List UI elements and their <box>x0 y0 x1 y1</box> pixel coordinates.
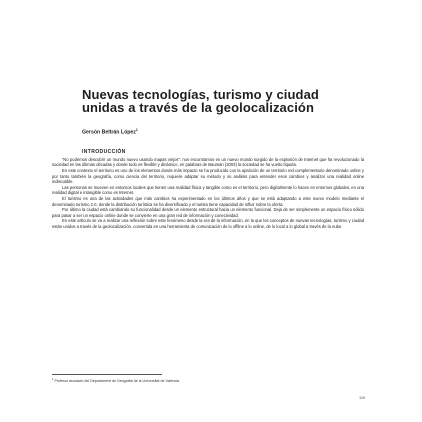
author-name: Gersón Beltrán López <box>82 129 136 136</box>
body-paragraph-5: Por último la ciudad está cambiando su funcionalidad desde un elemento estructural hacia un elemento funcional. Deja de ser simplemente un espacio físico sólido para pasar a ser un espacio online donde se convierte en una gran red de información y conectividad. <box>52 207 364 218</box>
section-heading: INTRODUCCIÓN <box>82 149 126 155</box>
footnote <box>52 378 372 383</box>
body-paragraph-1: “No podemos descubrir un mundo nuevo usando mapas viejos”: nos encontramos en un nuevo mundo surgido de la explosión de Internet que ha revolucionado la sociedad en las últimas décadas y donde todo es flexible y dinámico, en palabras de Bauman (2003) la sociedad se ha vuelto líquida. <box>52 157 364 168</box>
footnote-divider <box>52 374 162 375</box>
footnote-text: Profesor asociado del Departament de Geografia de la Universitat de València. <box>54 379 181 384</box>
body-paragraph-2: En este contexto el territorio es uno de los elementos donde más impacto se ha producido con la aparición de un territorio red complementario denominado online y por tanto también la geografía, como ciencia del territorio, requiere adaptar su método y su análisis para entender esos cambios y analizar una realidad online indiscutible. <box>52 168 364 185</box>
body-paragraph-4: El turismo es una de las actividades que más cambios ha experimentado en los últimos años y que se está adaptando a este nuevo modelo mediante el denominado turismo 2.0, donde la distribución turística se ha diversificado y el turista tiene capacidad de influir sobre la oferta. <box>52 196 364 207</box>
author-line <box>82 128 138 136</box>
body-paragraph-3: Las personas se mueven en entornos locales que tienen una realidad física y tangible como es el territorio, pero digitalmente lo hacen en entornos globales, en una realidad digital e intangible como es Internet. <box>52 184 364 196</box>
page-number: 119 <box>359 396 366 400</box>
body-paragraph-6: En este artículo se va a realizar una reflexión sobre este fenómeno desde la era de la información, en la que los conceptos de nuevas tecnologías, turismo y ciudad están unidos a través de la geolocalización, convertida en una herramienta de comunicación de lo offline a lo online, de lo local a lo global a través de la nube. <box>52 218 364 229</box>
author-footnote-mark: 1 <box>135 128 138 132</box>
article-title <box>82 88 382 114</box>
footnote-mark: 1 <box>52 378 54 381</box>
article-title-line-1: Nuevas tecnologías, turismo y ciudad <box>82 87 319 102</box>
article-body <box>52 157 364 229</box>
article-title-line-2: unidas a través de la geolocalización <box>82 100 315 115</box>
